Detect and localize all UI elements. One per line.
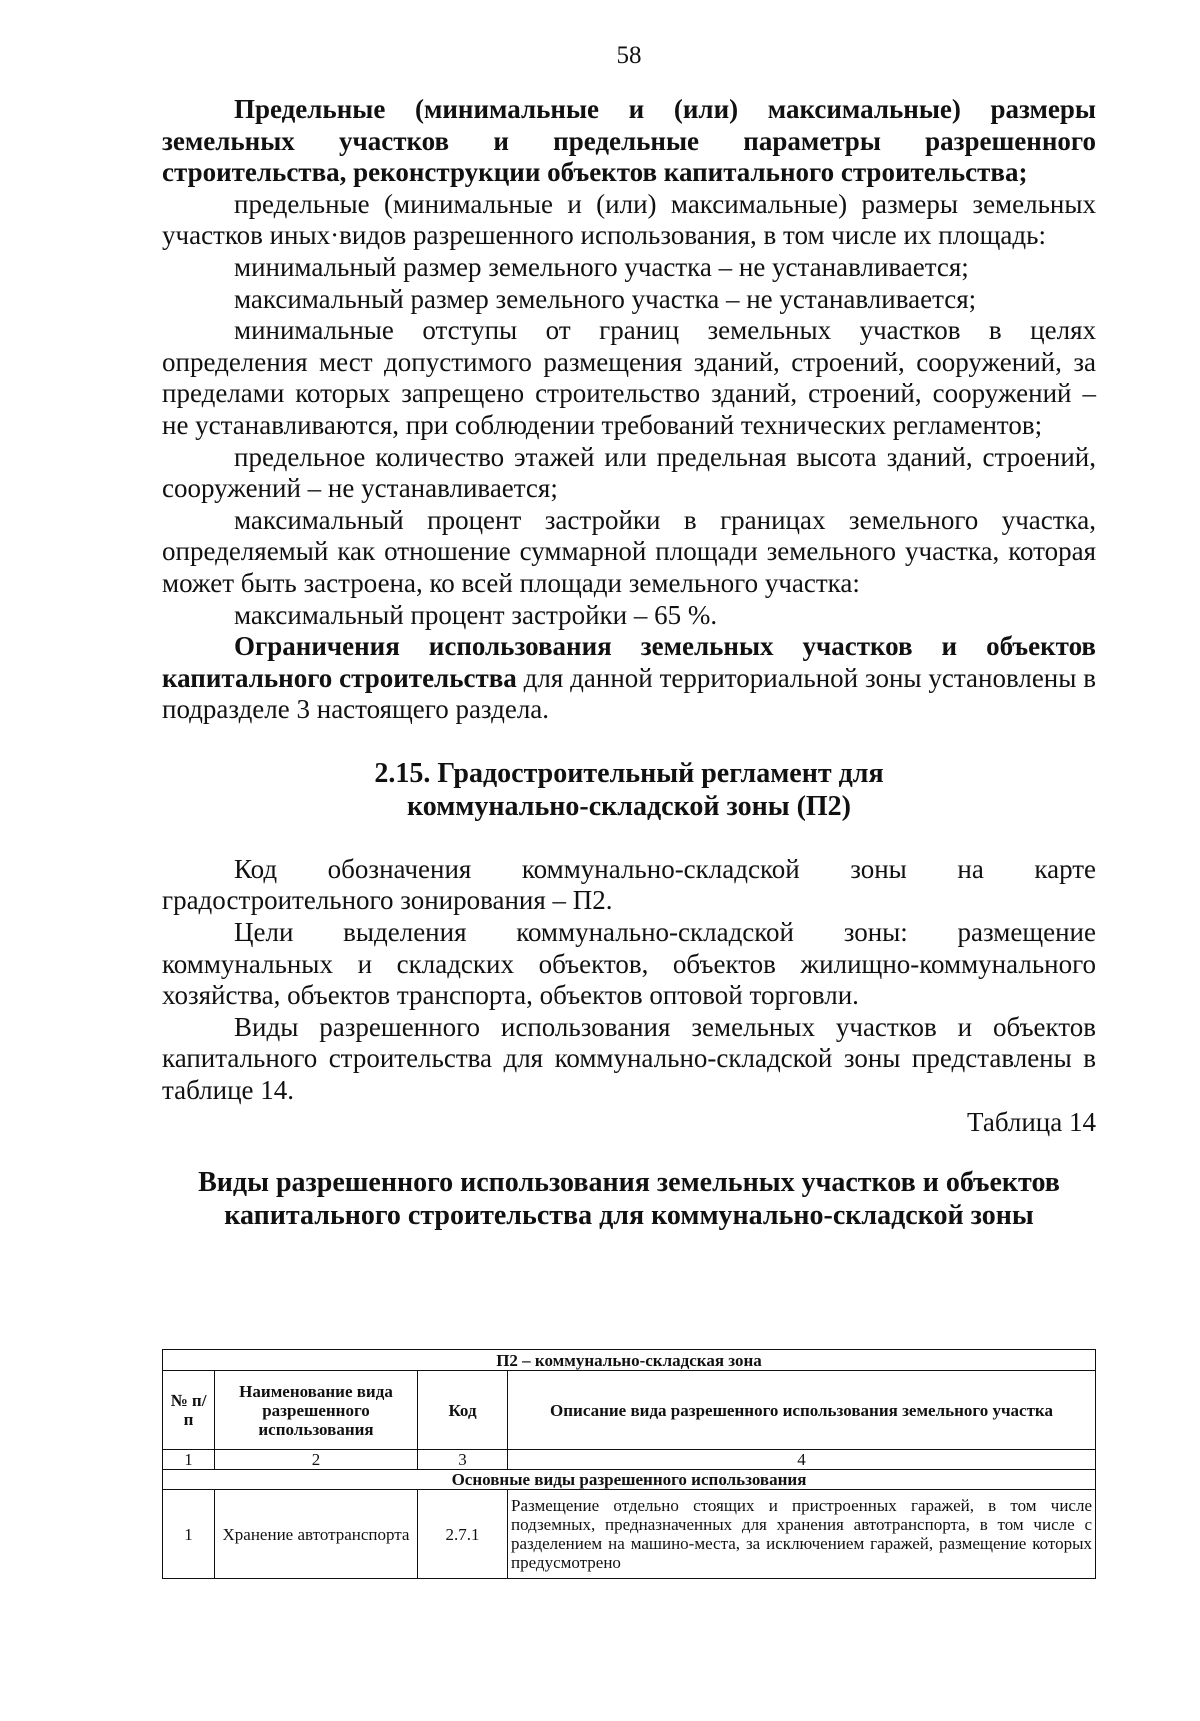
permitted-uses-table (162, 1349, 1096, 1579)
paragraph-plot-sizes: предельные (минимальные и (или) максимальные) размеры земельных участков иных·видов разрешенного использования, в том числе их площадь: (162, 188, 1096, 251)
index-cell: 1 (163, 1450, 215, 1470)
paragraph-setbacks: минимальные отступы от границ земельных участков в целях определения мест допустимого размещения зданий, строений, сооружений, за пределами которых запрещено строительство зданий, строений, сооружений – не устанавливаются, при соблюдении требований технических регламентов; (162, 315, 1096, 440)
header-name: Наименование вида разрешенного использования (215, 1371, 418, 1450)
table-zone-header: П2 – коммунально-складская зона (163, 1350, 1096, 1371)
paragraph-coverage-definition: максимальный процент застройки в границах земельного участка, определяемый как отношение суммарной площади земельного участка, которая может быть застроена, ко всей площади земельного участка: (162, 504, 1096, 598)
row-desc: Размещение отдельно стоящих и пристроенных гаражей, в том числе подземных, предназначенных для хранения автотранспорта, в том числе с разделением на машино-места, за исключением гаражей, размещение которых предусмотрено (508, 1490, 1096, 1579)
index-cell: 2 (215, 1450, 418, 1470)
table-section-label: Основные виды разрешенного использования (163, 1470, 1096, 1490)
table-section-row (163, 1470, 1096, 1490)
paragraph-restrictions: Ограничения использования земельных участков и объектов капитального строительства для данной территориальной зоны установлены в подразделе 3 настоящего раздела. (162, 631, 1096, 725)
table-caption: Таблица 14 (967, 1106, 1096, 1137)
row-name: Хранение автотранспорта (215, 1490, 418, 1579)
table-title: Виды разрешенного использования земельных участков и объектов капитального строительства для коммунально-складской зоны (198, 1167, 1060, 1232)
table-row (163, 1490, 1096, 1579)
paragraph-max-size: максимальный размер земельного участка – не устанавливается; (234, 283, 977, 314)
table-zone-row (163, 1350, 1096, 1371)
paragraph-zone-goals: Цели выделения коммунально-складской зоны: размещение коммунальных и складских объектов, объектов жилищно-коммунального хозяйства, объектов транспорта, объектов оптовой торговли. (162, 917, 1096, 1011)
header-desc: Описание вида разрешенного использования земельного участка (508, 1371, 1096, 1450)
document-body (162, 94, 1096, 1232)
index-cell: 4 (508, 1450, 1096, 1470)
index-cell: 3 (418, 1450, 508, 1470)
row-num: 1 (163, 1490, 215, 1579)
header-code: Код (418, 1371, 508, 1450)
paragraph-min-size: минимальный размер земельного участка – не устанавливается; (234, 251, 969, 282)
row-code: 2.7.1 (418, 1490, 508, 1579)
header-num: № п/п (163, 1371, 215, 1450)
paragraph-zone-uses: Виды разрешенного использования земельных участков и объектов капитального строительства для коммунально-складской зоны представлены в таблице 14. (162, 1011, 1096, 1106)
page-number: 58 (616, 42, 642, 69)
table-header-row (163, 1371, 1096, 1450)
paragraph-coverage-value: максимальный процент застройки – 65 %. (234, 599, 718, 630)
paragraph-limits-heading: Предельные (минимальные и (или) максимальные) размеры земельных участков и предельные параметры разрешенного строительства, реконструкции объектов капитального строительства; (162, 94, 1096, 188)
paragraph-zone-code: Код обозначения коммунально-складской зоны на карте градостроительного зонирования – П2. (162, 853, 1096, 916)
table-index-row (163, 1450, 1096, 1470)
paragraph-floors: предельное количество этажей или предельная высота зданий, строений, сооружений – не устанавливается; (162, 441, 1096, 504)
section-heading: 2.15. Градостроительный регламент для коммунально-складской зоны (П2) (374, 757, 884, 822)
